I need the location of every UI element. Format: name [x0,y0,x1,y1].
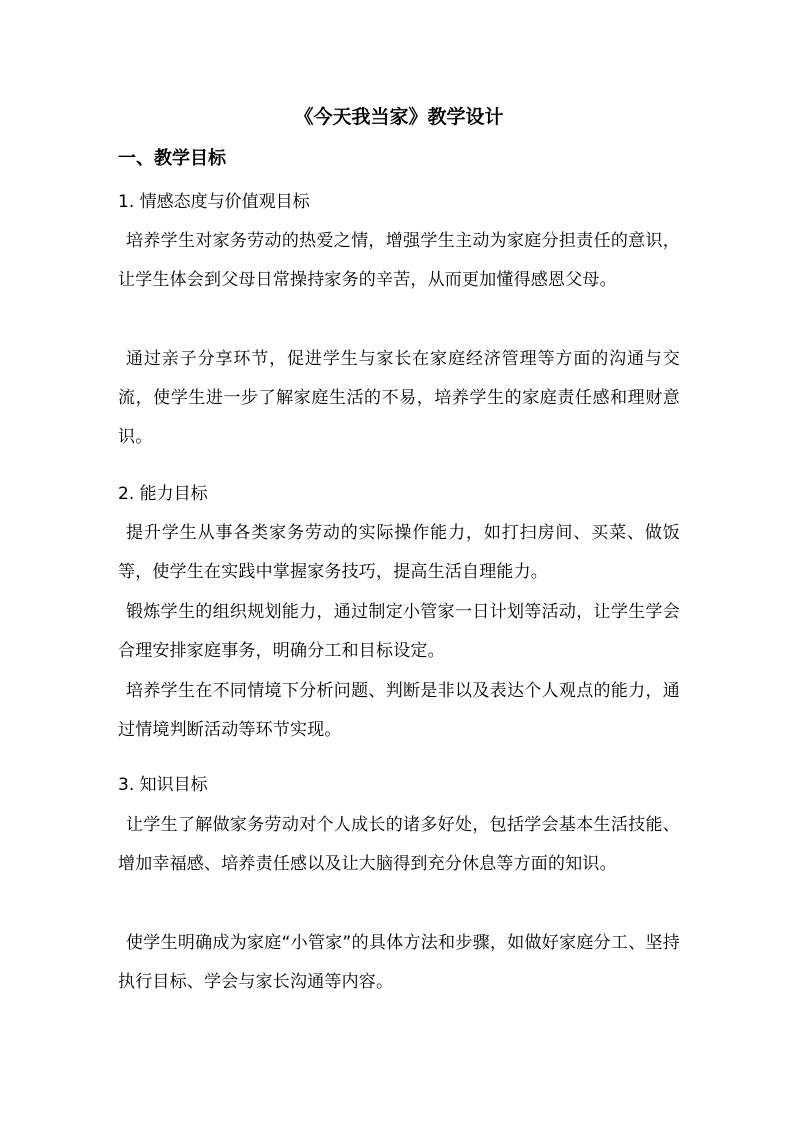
paragraph-ability-1: 提升学生从事各类家务劳动的实际操作能力，如打扫房间、买菜、做饭等，使学生在实践中掌握家务技巧，提高生活自理能力。 [118,523,680,582]
paragraph-ability-3: 培养学生在不同情境下分析问题、判断是非以及表达个人观点的能力，通过情境判断活动等环节实现。 [118,681,680,740]
section-heading-teaching-goals: 一、教学目标 [118,148,226,169]
subsection-heading-knowledge-goals: 3. 知识目标 [118,775,208,795]
paragraph-emotion-2: 通过亲子分享环节，促进学生与家长在家庭经济管理等方面的沟通与交流，使学生进一步了解家庭生活的不易，培养学生的家庭责任感和理财意识。 [118,349,680,447]
paragraph-ability-2: 锻炼学生的组织规划能力，通过制定小管家一日计划等活动，让学生学会合理安排家庭事务，明确分工和目标设定。 [118,602,680,661]
paragraph-knowledge-2: 使学生明确成为家庭“小管家”的具体方法和步骤，如做好家庭分工、坚持执行目标、学会与家长沟通等内容。 [118,933,680,992]
document-title: 《今天我当家》教学设计 [294,106,504,128]
paragraph-emotion-1: 培养学生对家务劳动的热爱之情，增强学生主动为家庭分担责任的意识，让学生体会到父母日常操持家务的辛苦，从而更加懂得感恩父母。 [118,231,680,290]
paragraph-knowledge-1: 让学生了解做家务劳动对个人成长的诸多好处，包括学会基本生活技能、增加幸福感、培养责任感以及让大脑得到充分休息等方面的知识。 [118,815,680,874]
subsection-heading-ability-goals: 2. 能力目标 [118,484,208,504]
subsection-heading-emotion-goals: 1. 情感态度与价值观目标 [118,192,310,212]
